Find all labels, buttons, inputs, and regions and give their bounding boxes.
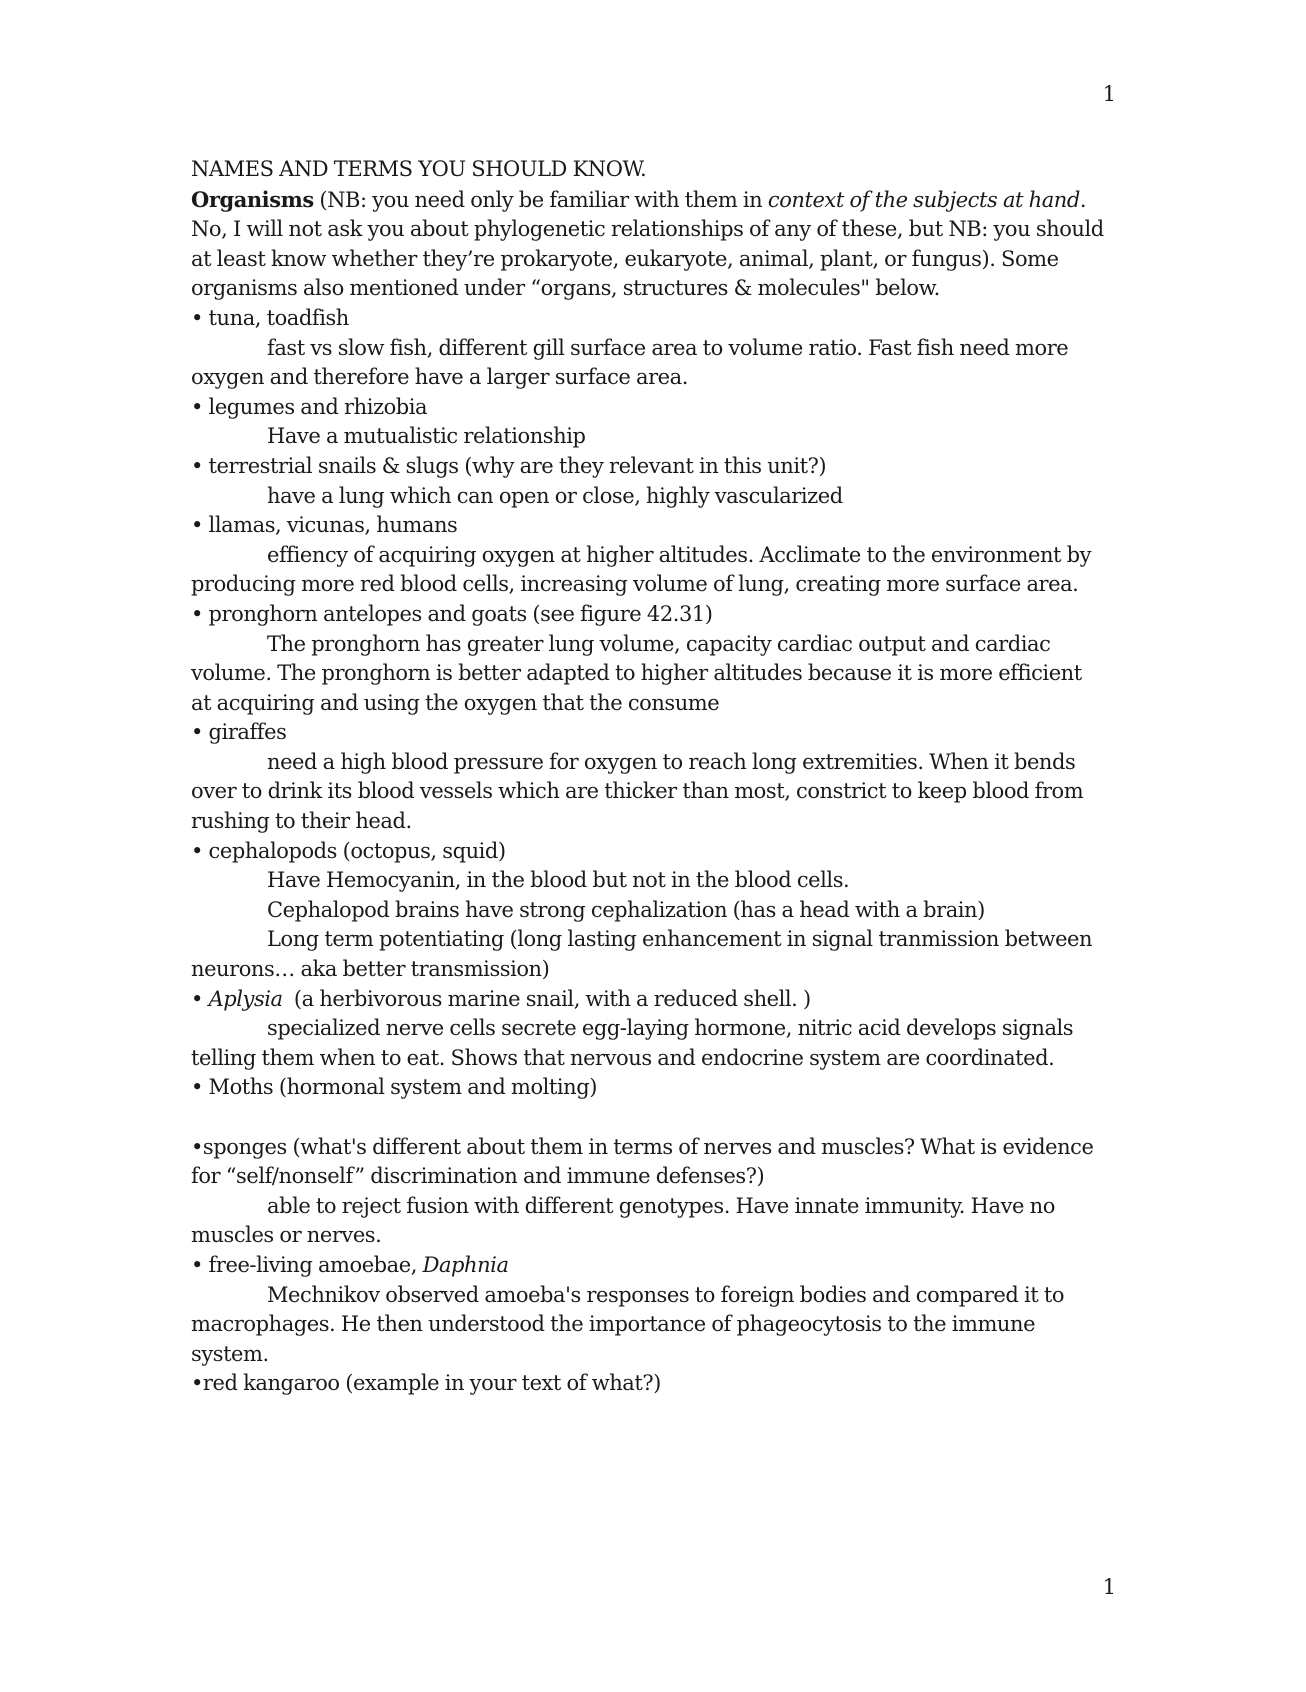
note-sponges: able to reject fusion with different genotypes. Have innate immunity. Have no muscles or nerves. [191,1193,1055,1248]
bullet-snails: • terrestrial snails & slugs (why are they relevant in this unit?) [191,453,827,478]
document-body [191,155,1106,1399]
amoebae-italic: Daphnia [422,1252,509,1277]
aplysia-name: Aplysia [208,986,283,1011]
bullet-moths: • Moths (hormonal system and molting) [191,1075,597,1100]
document-heading: NAMES AND TERMS YOU SHOULD KNOW. [191,157,647,181]
intro-paragraph [191,185,1106,304]
intro-label: Organisms [191,186,314,212]
bullet-legumes: • legumes and rhizobia [191,394,428,419]
note-snails: have a lung which can open or close, highly vascularized [267,483,843,508]
aplysia-rest: (a herbivorous marine snail, with a reduced shell. ) [282,986,811,1011]
bullet-aplysia [191,985,1106,1015]
bullet-sponges: •sponges (what's different about them in terms of nerves and muscles? What is evidence for “self/nonself” discrimination and immune defenses?) [191,1134,1094,1189]
note-pronghorn: The pronghorn has greater lung volume, capacity cardiac output and cardiac volume. The pronghorn is better adapted to higher altitudes because it is more efficient at acquiring and using the oxygen that the consume [191,631,1082,715]
blank-line [191,1103,1106,1133]
intro-text-a: (NB: you need only be familiar with them in [313,187,768,212]
bullet-kangaroo: •red kangaroo (example in your text of what?) [191,1371,661,1396]
page-number-bottom: 1 [1102,1575,1116,1599]
note-cephalopods-1: Have Hemocyanin, in the blood but not in the blood cells. [267,868,850,893]
bullet-giraffes: • giraffes [191,720,287,745]
amoebae-bullet: • free-living amoebae, [191,1252,423,1277]
bullet-pronghorn: • pronghorn antelopes and goats (see figure 42.31) [191,601,713,626]
bullet-cephalopods: • cephalopods (octopus, squid) [191,838,506,863]
note-amoebae: Mechnikov observed amoeba's responses to foreign bodies and compared it to macrophages. He then understood the importance of phageocytosis to the immune system. [191,1282,1065,1366]
intro-italic: context of the subjects at hand [767,187,1080,212]
note-cephalopods-2: Cephalopod brains have strong cephalization (has a head with a brain) [267,897,985,922]
aplysia-bullet: • [191,986,209,1011]
note-aplysia: specialized nerve cells secrete egg-laying hormone, nitric acid develops signals telling them when to eat. Shows that nervous and endocrine system are coordinated. [191,1016,1074,1070]
intro-text-b: . No, I will not ask you about phylogenetic relationships of any of these, but NB: you should at least know whether they’re prokaryote, eukaryote, animal, plant, or fungus). Some organisms also mentioned under “organs, structures & molecules" below. [191,187,1104,301]
note-tuna: fast vs slow fish, different gill surface area to volume ratio. Fast fish need more oxygen and therefore have a larger surface area. [191,335,1069,390]
note-giraffes: need a high blood pressure for oxygen to reach long extremities. When it bends over to drink its blood vessels which are thicker than most, constrict to keep blood from rushing to their head. [191,749,1084,834]
page-number-top: 1 [1102,82,1116,106]
bullet-tuna: • tuna, toadfish [191,305,349,330]
note-legumes: Have a mutualistic relationship [267,424,586,449]
note-llamas: effiency of acquiring oxygen at higher altitudes. Acclimate to the environment by producing more red blood cells, increasing volume of lung, creating more surface area. [191,542,1092,597]
note-cephalopods-3: Long term potentiating (long lasting enhancement in signal tranmission between neurons… aka better transmission) [191,927,1093,982]
bullet-amoebae [191,1251,1106,1281]
bullet-llamas: • llamas, vicunas, humans [191,513,458,538]
